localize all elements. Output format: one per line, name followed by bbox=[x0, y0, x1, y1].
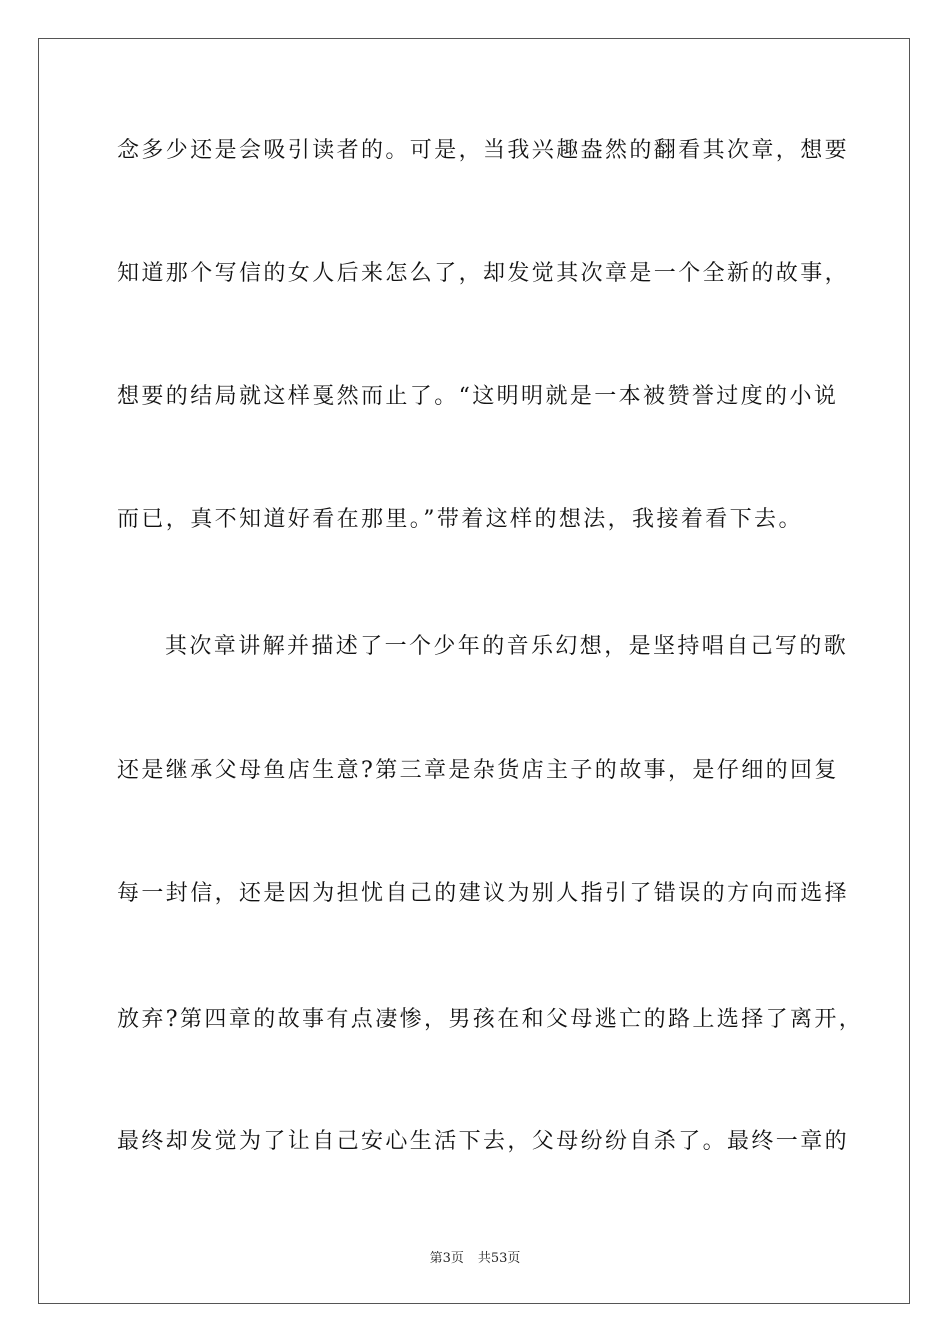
body-line-6: 还是继承父母鱼店生意?第三章是杂货店主子的故事，是仔细的回复 bbox=[117, 758, 839, 783]
total-pages: 共53页 bbox=[477, 1251, 521, 1266]
page-footer bbox=[0, 1247, 950, 1266]
body-line-2: 知道那个写信的女人后来怎么了，却发觉其次章是一个全新的故事， bbox=[117, 261, 850, 286]
page-border bbox=[38, 38, 910, 1304]
body-line-8: 放弃?第四章的故事有点凄惨，男孩在和父母逃亡的路上选择了离开， bbox=[117, 1007, 864, 1032]
body-line-9: 最终却发觉为了让自己安心生活下去，父母纷纷自杀了。最终一章的 bbox=[117, 1129, 850, 1154]
body-line-4: 而已，真不知道好看在那里。”带着这样的想法，我接着看下去。 bbox=[117, 507, 803, 532]
body-line-5: 其次章讲解并描述了一个少年的音乐幻想，是坚持唱自己写的歌 bbox=[165, 634, 849, 659]
body-line-3: 想要的结局就这样戛然而止了。“这明明就是一本被赞誉过度的小说 bbox=[117, 384, 839, 409]
body-line-7: 每一封信，还是因为担忧自己的建议为别人指引了错误的方向而选择 bbox=[117, 881, 850, 906]
page-number: 第3页 bbox=[429, 1251, 464, 1266]
body-line-1: 念多少还是会吸引读者的。可是，当我兴趣盎然的翻看其次章，想要 bbox=[117, 138, 850, 163]
